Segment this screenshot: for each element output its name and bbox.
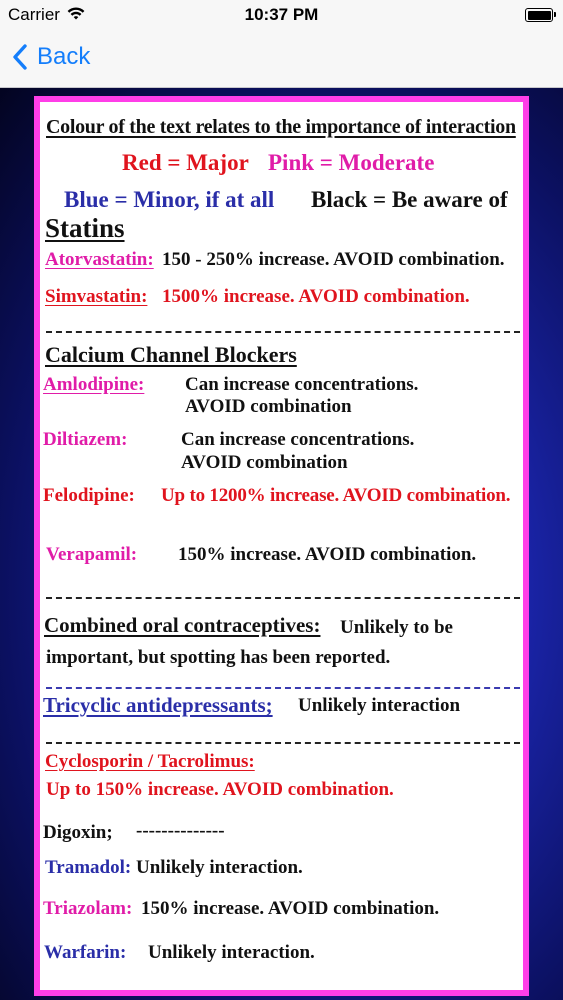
diltiazem-name: Diltiazem: bbox=[43, 429, 128, 450]
tramadol-name: Tramadol: bbox=[45, 857, 132, 878]
carrier-label: Carrier bbox=[8, 5, 60, 24]
diltiazem-text-2: AVOID combination bbox=[181, 452, 348, 473]
tca-heading: Tricyclic antidepressants; bbox=[43, 693, 273, 717]
triazolam-text: 150% increase. AVOID combination. bbox=[141, 898, 440, 919]
atorvastatin-name: Atorvastatin: bbox=[45, 249, 154, 270]
triazolam-name: Triazolam: bbox=[43, 898, 133, 919]
legend-red: Red = Major bbox=[122, 150, 249, 175]
amlodipine-text-1: Can increase concentrations. bbox=[185, 374, 419, 395]
coc-heading: Combined oral contraceptives: bbox=[44, 613, 321, 637]
divider bbox=[46, 742, 520, 744]
tramadol-text: Unlikely interaction. bbox=[136, 857, 303, 878]
interaction-card bbox=[34, 96, 529, 996]
warfarin-text: Unlikely interaction. bbox=[148, 942, 315, 963]
navigation-bar bbox=[0, 30, 563, 88]
diltiazem-text-1: Can increase concentrations. bbox=[181, 429, 415, 450]
back-button[interactable] bbox=[12, 40, 90, 74]
legend-title: Colour of the text relates to the importance of interaction bbox=[46, 116, 516, 138]
verapamil-text: 150% increase. AVOID combination. bbox=[178, 544, 477, 565]
digoxin-text: -------------- bbox=[136, 820, 225, 841]
atorvastatin-text: 150 - 250% increase. AVOID combination. bbox=[162, 249, 505, 270]
verapamil-name: Verapamil: bbox=[46, 544, 138, 565]
legend-blue: Blue = Minor, if at all bbox=[64, 187, 275, 212]
divider bbox=[46, 597, 520, 599]
coc-text-2: important, but spotting has been reported. bbox=[46, 647, 391, 668]
statins-heading: Statins bbox=[45, 213, 125, 243]
legend-pink: Pink = Moderate bbox=[268, 150, 435, 175]
amlodipine-text-2: AVOID combination bbox=[185, 396, 352, 417]
simvastatin-text: 1500% increase. AVOID combination. bbox=[162, 286, 470, 307]
warfarin-name: Warfarin: bbox=[44, 942, 127, 963]
divider bbox=[46, 331, 520, 333]
clock-time: 10:37 PM bbox=[244, 5, 319, 24]
digoxin-name: Digoxin; bbox=[43, 822, 113, 843]
status-bar bbox=[0, 0, 563, 30]
cyclosporin-heading: Cyclosporin / Tacrolimus: bbox=[45, 751, 255, 772]
coc-text-1: Unlikely to be bbox=[340, 617, 453, 638]
battery-icon bbox=[525, 8, 553, 22]
back-label: Back bbox=[37, 43, 91, 70]
divider bbox=[46, 687, 520, 689]
cyclosporin-text: Up to 150% increase. AVOID combination. bbox=[46, 779, 394, 800]
simvastatin-name: Simvastatin: bbox=[45, 286, 148, 307]
tca-text: Unlikely interaction bbox=[298, 695, 461, 716]
amlodipine-name: Amlodipine: bbox=[43, 374, 145, 395]
ccb-heading: Calcium Channel Blockers bbox=[45, 342, 297, 367]
chevron-left-icon bbox=[12, 44, 28, 70]
felodipine-text: Up to 1200% increase. AVOID combination. bbox=[161, 485, 511, 506]
legend-black: Black = Be aware of bbox=[311, 187, 508, 212]
felodipine-name: Felodipine: bbox=[43, 485, 135, 506]
